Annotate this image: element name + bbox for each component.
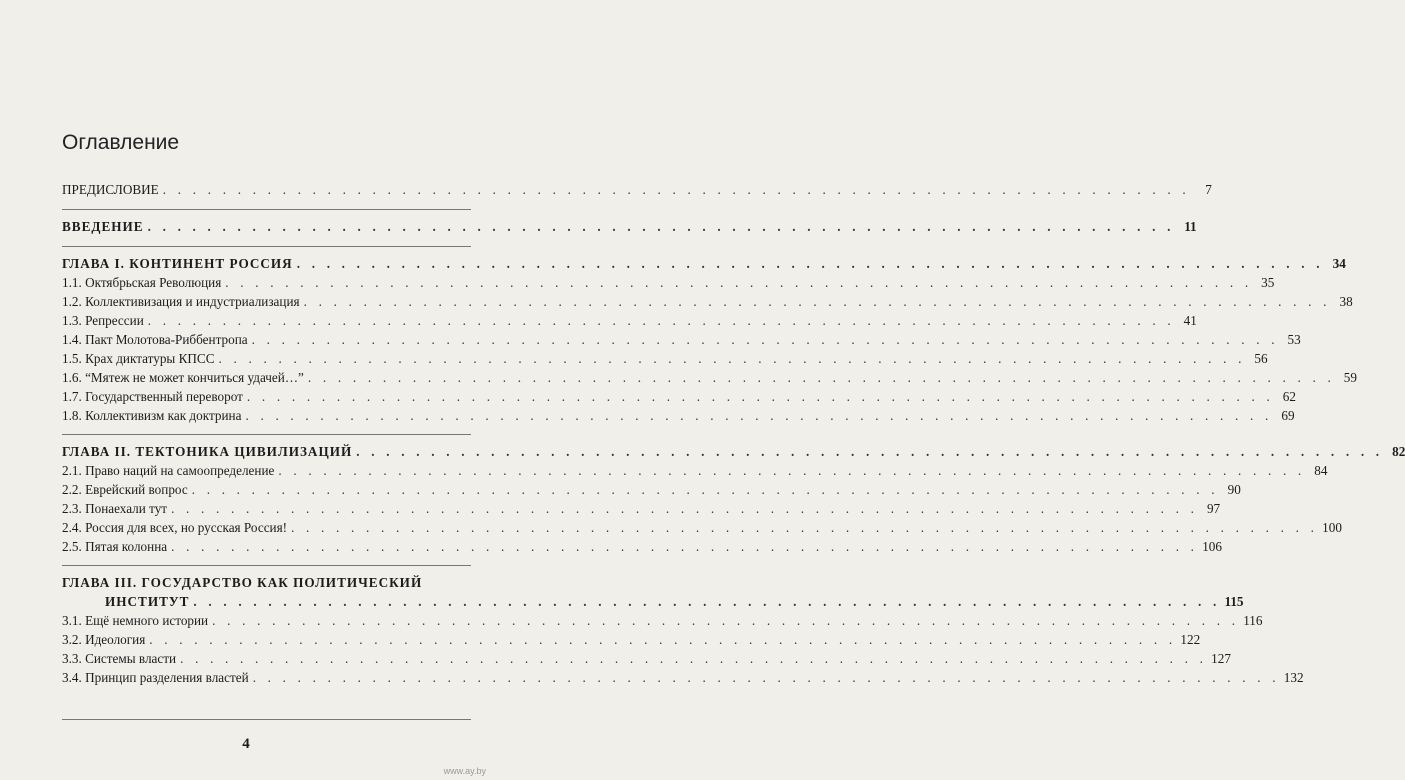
toc-entry-section: [62, 368, 1357, 388]
section-divider: [62, 565, 471, 566]
footer-divider: [62, 719, 471, 720]
entry-page: 132: [1283, 670, 1304, 685]
dot-leader: . . . . . . . . . . . . . . . . . . . . . . . . . . . . . . . . . . . . . . . . . . . . . . . . . . . . . . . . . . . . . . . . . . . . .: [212, 613, 1240, 628]
entry-page: 56: [1254, 351, 1268, 366]
dot-leader: . . . . . . . . . . . . . . . . . . . . . . . . . . . . . . . . . . . . . . . . . . . . . . . . . . . . . . . . . . . . . . . . . . . . .: [171, 539, 1199, 554]
dot-leader: . . . . . . . . . . . . . . . . . . . . . . . . . . . . . . . . . . . . . . . . . . . . . . . . . . . . . . . . . . . . . . . . . . . . .: [303, 294, 1331, 309]
dot-leader: . . . . . . . . . . . . . . . . . . . . . . . . . . . . . . . . . . . . . . . . . . . . . . . . . . . . . . . . . . . . . . . . . . . . .: [251, 332, 1279, 347]
dot-leader: . . . . . . . . . . . . . . . . . . . . . . . . . . . . . . . . . . . . . . . . . . . . . . . . . . . . . . . . . . . . . . . . . . . . .: [307, 370, 1335, 385]
toc-entry-preface: [62, 180, 1212, 200]
entry-label: 2.2. Еврейский вопрос: [62, 482, 188, 497]
toc-entry-section: [62, 499, 1221, 519]
entry-label: 1.6. “Мятеж не может кончиться удачей…”: [62, 370, 304, 385]
toc-entry-section: [62, 292, 1353, 312]
entry-label: 1.3. Репрессии: [62, 313, 144, 328]
dot-leader: . . . . . . . . . . . . . . . . . . . . . . . . . . . . . . . . . . . . . . . . . . . . . . . . . . . . . . . . . . . . . . . . . . . . .: [191, 482, 1219, 497]
toc-entry-section: [62, 311, 1197, 331]
entry-label: 1.4. Пакт Молотова-Риббентропа: [62, 332, 248, 347]
entry-label: 1.7. Государственный переворот: [62, 389, 243, 404]
entry-label: 1.2. Коллективизация и индустриализация: [62, 294, 300, 309]
entry-page: 90: [1227, 482, 1241, 497]
entry-page: 116: [1243, 613, 1263, 628]
entry-label: 3.1. Ещё немного истории: [62, 613, 209, 628]
section-divider: [62, 246, 471, 247]
section-divider: [62, 209, 471, 210]
entry-label: 1.8. Коллективизм как доктрина: [62, 408, 242, 423]
dot-leader: . . . . . . . . . . . . . . . . . . . . . . . . . . . . . . . . . . . . . . . . . . . . . . . . . . . . . . . . . . . . . . . . . . . . .: [278, 463, 1306, 478]
entry-page: 53: [1287, 332, 1301, 347]
toc-entry-section: [62, 518, 1342, 538]
dot-leader: . . . . . . . . . . . . . . . . . . . . . . . . . . . . . . . . . . . . . . . . . . . . . . . . . . . . . . . . . . . . . . . . . . . . .: [162, 182, 1190, 197]
entry-page: 122: [1180, 632, 1201, 647]
entry-page: 84: [1314, 463, 1328, 478]
entry-label: ГЛАВА II. ТЕКТОНИКА ЦИВИЛИЗАЦИЙ: [62, 444, 353, 459]
entry-label: 1.1. Октябрьская Революция: [62, 275, 222, 290]
toc-entry-section: [62, 668, 1304, 688]
dot-leader: . . . . . . . . . . . . . . . . . . . . . . . . . . . . . . . . . . . . . . . . . . . . . . . . . . . . . . . . . . . . . . . . . . . . .: [246, 389, 1274, 404]
entry-label: 3.2. Идеология: [62, 632, 146, 647]
toc-entry-section: [62, 273, 1275, 293]
toc-entry-section: [62, 349, 1268, 369]
dot-leader: . . . . . . . . . . . . . . . . . . . . . . . . . . . . . . . . . . . . . . . . . . . . . . . . . . . . . . . . . . . . . . . . . . . . .: [193, 594, 1221, 609]
toc-entry-chapter3: [62, 592, 1244, 612]
entry-page: 115: [1224, 594, 1244, 609]
toc-entry-intro: [62, 217, 1197, 237]
toc-entry-section: [62, 630, 1201, 650]
dot-leader: . . . . . . . . . . . . . . . . . . . . . . . . . . . . . . . . . . . . . . . . . . . . . . . . . . . . . . . . . . . . . . . . . . . . .: [147, 219, 1175, 234]
dot-leader: . . . . . . . . . . . . . . . . . . . . . . . . . . . . . . . . . . . . . . . . . . . . . . . . . . . . . . . . . . . . . . . . . . . . .: [245, 408, 1273, 423]
dot-leader: . . . . . . . . . . . . . . . . . . . . . . . . . . . . . . . . . . . . . . . . . . . . . . . . . . . . . . . . . . . . . . . . . . . . .: [356, 444, 1384, 459]
entry-label: ВВЕДЕНИЕ: [62, 219, 144, 234]
toc-entry-section: [62, 611, 1263, 631]
dot-leader: . . . . . . . . . . . . . . . . . . . . . . . . . . . . . . . . . . . . . . . . . . . . . . . . . . . . . . . . . . . . . . . . . . . . .: [296, 256, 1324, 271]
toc-entry-section: [62, 461, 1328, 481]
entry-page: 62: [1282, 389, 1296, 404]
section-divider: [62, 434, 471, 435]
entry-page: 34: [1332, 256, 1346, 271]
entry-page: 7: [1205, 182, 1212, 197]
entry-label: 2.5. Пятая колонна: [62, 539, 168, 554]
dot-leader: . . . . . . . . . . . . . . . . . . . . . . . . . . . . . . . . . . . . . . . . . . . . . . . . . . . . . . . . . . . . . . . . . . . . .: [180, 651, 1208, 666]
dot-leader: . . . . . . . . . . . . . . . . . . . . . . . . . . . . . . . . . . . . . . . . . . . . . . . . . . . . . . . . . . . . . . . . . . . . .: [252, 670, 1280, 685]
dot-leader: . . . . . . . . . . . . . . . . . . . . . . . . . . . . . . . . . . . . . . . . . . . . . . . . . . . . . . . . . . . . . . . . . . . . .: [218, 351, 1246, 366]
entry-label: 2.1. Право наций на самоопределение: [62, 463, 275, 478]
entry-label: 2.4. Россия для всех, но русская Россия!: [62, 520, 288, 535]
entry-label: 3.4. Принцип разделения властей: [62, 670, 249, 685]
dot-leader: . . . . . . . . . . . . . . . . . . . . . . . . . . . . . . . . . . . . . . . . . . . . . . . . . . . . . . . . . . . . . . . . . . . . .: [149, 632, 1177, 647]
entry-page: 106: [1202, 539, 1222, 554]
toc-entry-chapter3-line1: ГЛАВА III. ГОСУДАРСТВО КАК ПОЛИТИЧЕСКИЙ: [62, 575, 423, 590]
dot-leader: . . . . . . . . . . . . . . . . . . . . . . . . . . . . . . . . . . . . . . . . . . . . . . . . . . . . . . . . . . . . . . . . . . . . .: [147, 313, 1175, 328]
entry-page: 38: [1339, 294, 1353, 309]
entry-page: 82: [1392, 444, 1405, 459]
entry-page: 35: [1261, 275, 1275, 290]
entry-label: 2.3. Понаехали тут: [62, 501, 168, 516]
toc-entry-section: [62, 480, 1241, 500]
toc-entry-chapter2: [62, 442, 1405, 462]
entry-page: 97: [1206, 501, 1221, 516]
entry-page: 127: [1211, 651, 1231, 666]
entry-label: ИНСТИТУТ: [105, 594, 190, 609]
toc-entry-section: [62, 330, 1301, 350]
entry-page: 11: [1184, 219, 1197, 234]
toc-entry-section: [62, 387, 1296, 407]
entry-page: 41: [1183, 313, 1197, 328]
toc-entry-section: [62, 406, 1295, 426]
entry-label: 3.3. Системы власти: [62, 651, 177, 666]
toc-entry-section: [62, 649, 1231, 669]
dot-leader: . . . . . . . . . . . . . . . . . . . . . . . . . . . . . . . . . . . . . . . . . . . . . . . . . . . . . . . . . . . . . . . . . . . . .: [171, 501, 1199, 516]
toc-entry-section: [62, 537, 1222, 557]
dot-leader: . . . . . . . . . . . . . . . . . . . . . . . . . . . . . . . . . . . . . . . . . . . . . . . . . . . . . . . . . . . . . . . . . . . . .: [225, 275, 1253, 290]
entry-label: ГЛАВА I. КОНТИНЕНТ РОССИЯ: [62, 256, 293, 271]
entry-page: 69: [1281, 408, 1295, 423]
entry-page: 100: [1322, 520, 1342, 535]
entry-label: ПРЕДИСЛОВИЕ: [62, 182, 159, 197]
watermark: www.ay.by: [443, 766, 486, 776]
entry-label: 1.5. Крах диктатуры КПСС: [62, 351, 215, 366]
entry-page: 59: [1343, 370, 1357, 385]
dot-leader: . . . . . . . . . . . . . . . . . . . . . . . . . . . . . . . . . . . . . . . . . . . . . . . . . . . . . . . . . . . . . . . . . . . . .: [291, 520, 1319, 535]
page-number: 4: [242, 736, 250, 752]
toc-entry-chapter1: [62, 254, 1346, 274]
toc-title: Оглавление: [62, 131, 180, 154]
